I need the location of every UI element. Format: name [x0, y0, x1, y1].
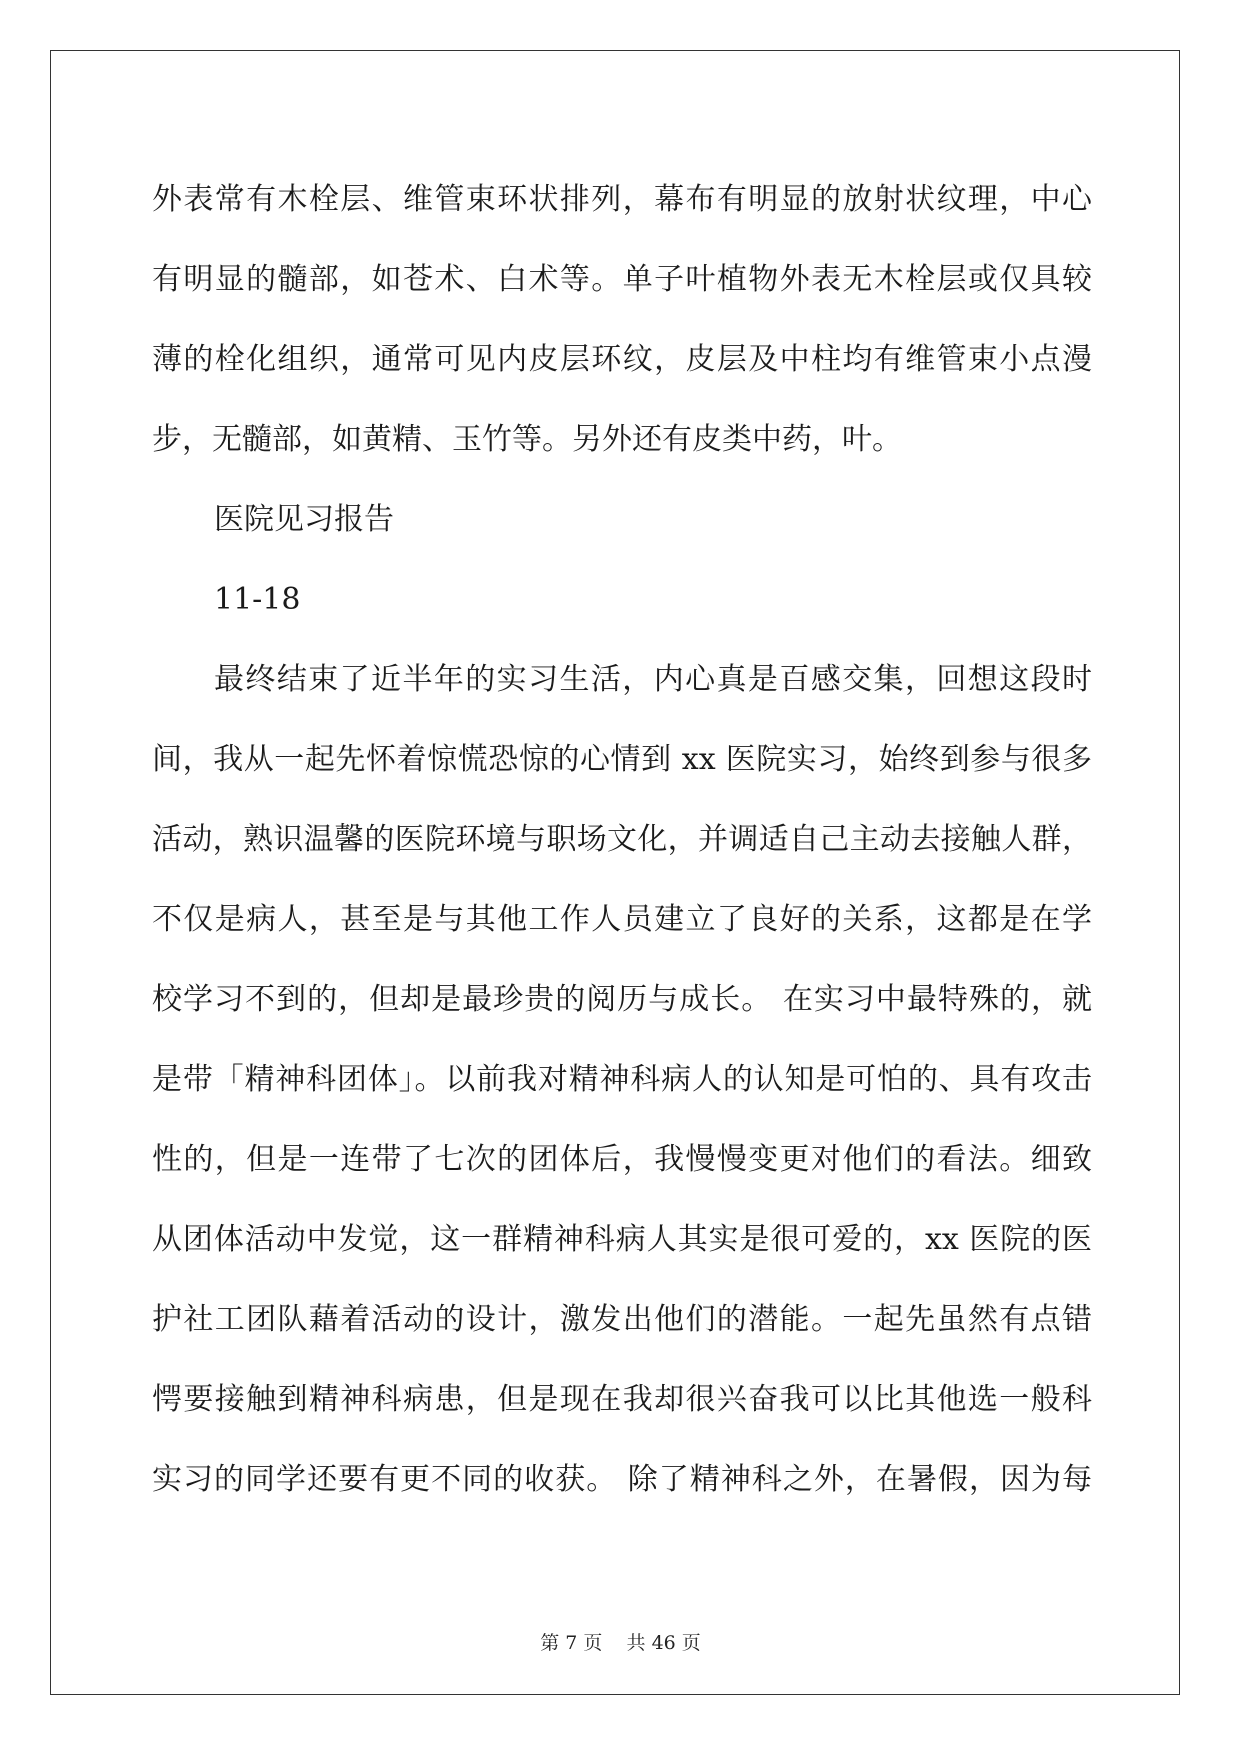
text-line: 不仅是病人，甚至是与其他工作人员建立了良好的关系，这都是在学 [152, 902, 1092, 937]
text-line: 最终结束了近半年的实习生活，内心真是百感交集，回想这段时 [214, 662, 1092, 697]
text-line: 有明显的髓部，如苍术、白术等。单子叶植物外表无木栓层或仅具较 [152, 262, 1092, 297]
heading-text: 医院见习报告 [214, 502, 394, 537]
document-body [152, 160, 1092, 1520]
text-line: 愕要接触到精神科病患，但是现在我却很兴奋我可以比其他选一般科 [152, 1382, 1092, 1417]
text-line: 护社工团队藉着活动的设计，激发出他们的潜能。一起先虽然有点错 [152, 1302, 1092, 1337]
text-line: 外表常有木栓层、维管束环状排列，幕布有明显的放射状纹理，中心 [152, 182, 1092, 217]
page-number: 第 7 页 [540, 1632, 603, 1654]
paragraph-2 [152, 640, 1092, 1520]
page-footer [0, 1628, 1241, 1655]
text-line: 步，无髓部，如黄精、玉竹等。另外还有皮类中药，叶。 [152, 422, 902, 457]
text-line: 从团体活动中发觉，这一群精神科病人其实是很可爱的，xx 医院的医 [152, 1222, 1092, 1257]
date-line [152, 560, 1092, 640]
text-line: 活动，熟识温馨的医院环境与职场文化，并调适自己主动去接触人群， [152, 822, 1092, 857]
date-text: 11-18 [214, 582, 301, 617]
text-line: 是带「精神科团体」。以前我对精神科病人的认知是可怕的、具有攻击 [152, 1062, 1092, 1097]
text-line: 校学习不到的，但却是最珍贵的阅历与成长。 在实习中最特殊的，就 [152, 982, 1092, 1017]
text-line: 性的，但是一连带了七次的团体后，我慢慢变更对他们的看法。细致 [152, 1142, 1092, 1177]
section-title [152, 480, 1092, 560]
text-line: 薄的栓化组织，通常可见内皮层环纹，皮层及中柱均有维管束小点漫 [152, 342, 1092, 377]
page-total: 共 46 页 [626, 1632, 701, 1654]
text-line: 实习的同学还要有更不同的收获。 除了精神科之外，在暑假，因为每 [152, 1462, 1092, 1497]
text-line: 间，我从一起先怀着惊慌恐惊的心情到 xx 医院实习，始终到参与很多 [152, 742, 1092, 777]
paragraph-1 [152, 160, 1092, 480]
